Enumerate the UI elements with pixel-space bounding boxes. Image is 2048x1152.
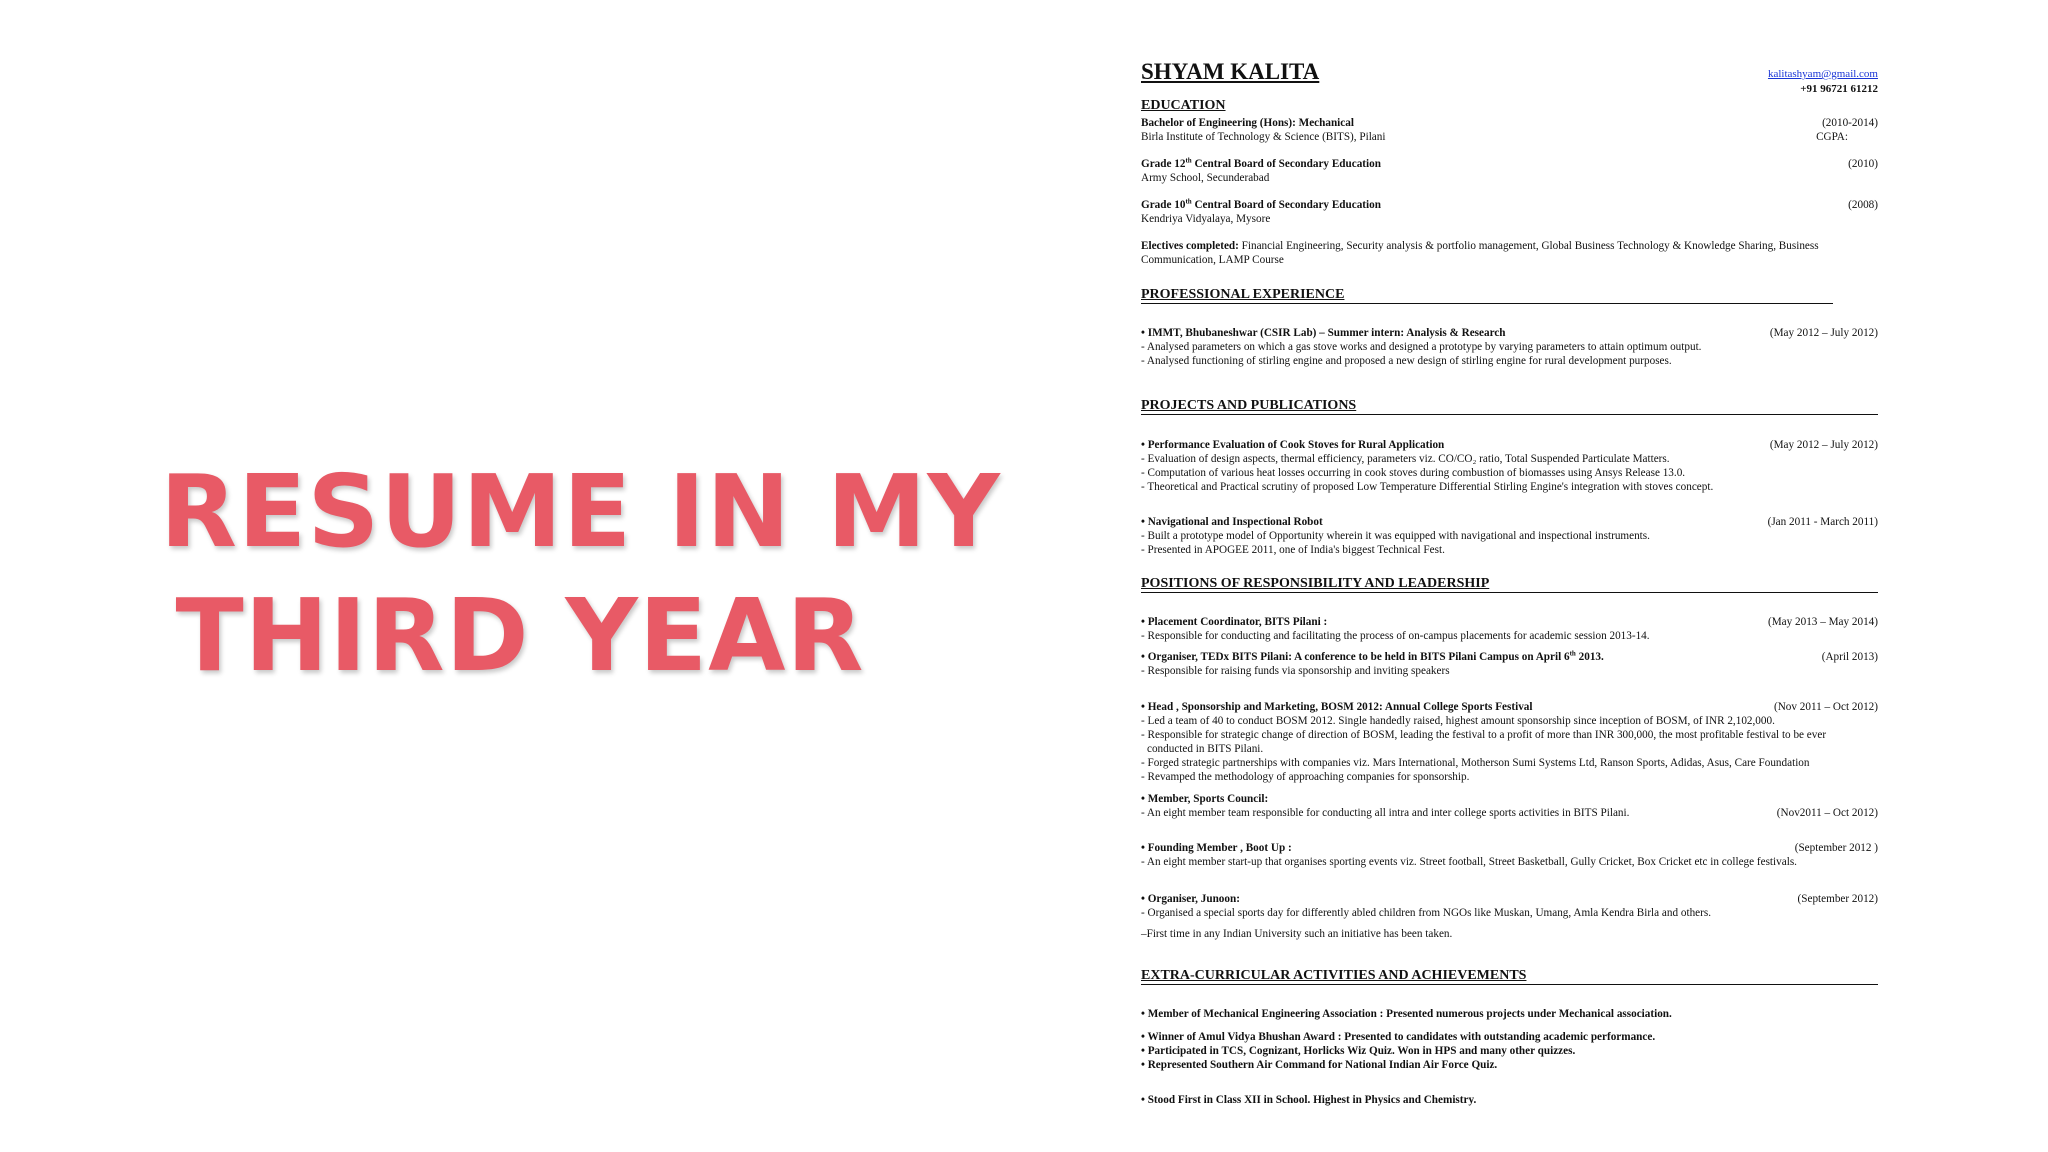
list-item: • Winner of Amul Vidya Bhushan Award : Presented to candidates with outstanding academic performance. xyxy=(1141,1031,1656,1043)
grade10-school: Kendriya Vidyalaya, Mysore xyxy=(1141,213,1271,225)
resume-name: SHYAM KALITA xyxy=(1141,59,1320,84)
grade12-school: Army School, Secunderabad xyxy=(1141,172,1270,184)
slide-title-line-2: THIRD YEAR xyxy=(175,577,865,694)
list-item: • Stood First in Class XII in School. Highest in Physics and Chemistry. xyxy=(1141,1094,1477,1106)
project-robot: • Navigational and Inspectional Robot (Jan 2011 - March 2011) - Built a prototype model of Opportunity wherein it was equipped with navigational and inspectional instruments. - Presented in APOGEE 2011, one of India's biggest Technical Fest. xyxy=(1141,516,1878,556)
institute-name: Birla Institute of Technology & Science (BITS), Pilani xyxy=(1141,131,1386,143)
electives: Electives completed: Financial Engineering, Security analysis & portfolio management, Global Business Technology & Knowledge Sharing, Business Communication, LAMP Course xyxy=(1141,240,1819,266)
position-tedx: • Organiser, TEDx BITS Pilani: A conference to be held in BITS Pilani Campus on April 6th 2013. (April 2013) - Responsible for raising funds via sponsorship and inviting speakers xyxy=(1141,649,1878,677)
experience-item: • IMMT, Bhubaneshwar (CSIR Lab) – Summer intern: Analysis & Research (May 2012 – July 2012) - Analysed parameters on which a gas stove works and designed a prototype by varying parameters to attain optimum output. - Analysed functioning of stirling engine and proposed a new design of stirling engine for rural development purposes. xyxy=(1141,327,1878,367)
extra-heading: EXTRA-CURRICULAR ACTIVITIES AND ACHIEVEMENTS xyxy=(1141,968,1878,985)
experience-heading: PROFESSIONAL EXPERIENCE xyxy=(1141,287,1833,304)
project-cookstoves: • Performance Evaluation of Cook Stoves for Rural Application (May 2012 – July 2012) - Evaluation of design aspects, thermal efficiency, parameters viz. CO/CO₂ ratio, Total Suspended Particulate Matters. - Computation of various heat losses occurring in cook stoves during combustion of biomasses using Ansys Release 13.0. - Theoretical and Practical scrutiny of proposed Low Temperature Differential Stirling Engine's integration with stoves concept. xyxy=(1141,439,1878,493)
slide-title xyxy=(160,450,1001,698)
grade12-year: (2010) xyxy=(1848,158,1878,170)
contact-block xyxy=(1768,67,1878,97)
degree-years: (2010-2014) xyxy=(1822,117,1878,129)
phone-number: +91 96721 61212 xyxy=(1800,83,1878,95)
cgpa-label: CGPA: xyxy=(1816,131,1848,143)
education-degree xyxy=(1141,116,1878,144)
grade10-year: (2008) xyxy=(1848,199,1878,211)
projects-heading: PROJECTS AND PUBLICATIONS xyxy=(1141,398,1878,415)
position-sports-council: • Member, Sports Council: - An eight member team responsible for conducting all intra and inter college sports activities in BITS Pilani. (Nov2011 – Oct 2012) xyxy=(1141,793,1878,819)
list-item: • Member of Mechanical Engineering Association : Presented numerous projects under Mechanical association. xyxy=(1141,1008,1672,1020)
list-item: • Participated in TCS, Cognizant, Horlicks Wiz Quiz. Won in HPS and many other quizzes. xyxy=(1141,1045,1576,1057)
position-placement: • Placement Coordinator, BITS Pilani : (May 2013 – May 2014) - Responsible for conducting and facilitating the process of on-campus placements for academic session 2013-14. xyxy=(1141,616,1878,642)
resume-document xyxy=(1141,58,1878,1118)
education-grade10: Grade 10th Central Board of Secondary Education (2008) Kendriya Vidyalaya, Mysore xyxy=(1141,197,1878,225)
education-heading: EDUCATION xyxy=(1141,98,1248,114)
position-junoon: • Organiser, Junoon: (September 2012) - Organised a special sports day for differently abled children from NGOs like Muskan, Umang, Amla Kendra Birla and others. –First time in any Indian University such an initiative has been taken. xyxy=(1141,893,1878,940)
list-item: • Represented Southern Air Command for National Indian Air Force Quiz. xyxy=(1141,1059,1498,1071)
position-bosm-head: • Head , Sponsorship and Marketing, BOSM 2012: Annual College Sports Festival (Nov 2011 – Oct 2012) - Led a team of 40 to conduct BOSM 2012. Single handedly raised, highest amount sponsorship since inception of BOSM, of INR 2,102,000. - Responsible for strategic change of direction of BOSM, leading the festival to a profit of more than INR 300,000, the most profitable festival to be ever conducted in BITS Pilani. - Forged strategic partnerships with companies viz. Mars International, Motherson Sumi Systems Ltd, Ranson Sports, Adidas, Asus, Care Foundation - Revamped the methodology of approaching companies for sponsorship. xyxy=(1141,701,1878,783)
slide-title-line-1: RESUME IN MY xyxy=(160,453,1001,570)
degree-name: Bachelor of Engineering (Hons): Mechanical xyxy=(1141,117,1354,129)
education-grade12: Grade 12th Central Board of Secondary Education (2010) Army School, Secunderabad xyxy=(1141,156,1878,184)
positions-heading: POSITIONS OF RESPONSIBILITY AND LEADERSHIP xyxy=(1141,576,1878,593)
email-link[interactable]: kalitashyam@gmail.com xyxy=(1767,68,1878,80)
extra-list xyxy=(1141,1007,1878,1107)
position-bootup: • Founding Member , Boot Up : (September 2012 ) - An eight member start-up that organises sporting events viz. Street football, Street Basketball, Gully Cricket, Box Cricket etc in college festivals. xyxy=(1141,842,1878,868)
